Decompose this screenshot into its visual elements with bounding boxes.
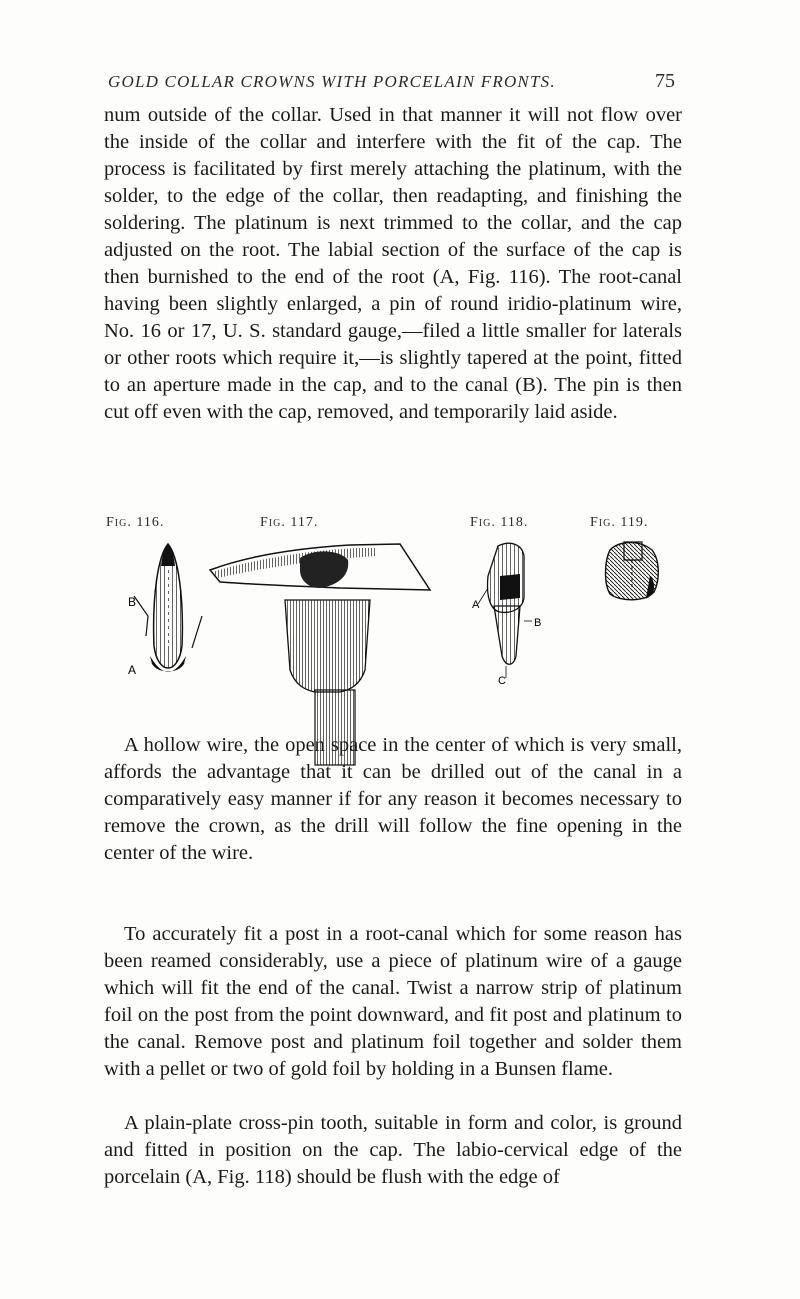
- page-number: 75: [655, 70, 675, 92]
- fig-116-caption: Fig. 116.: [106, 515, 165, 530]
- fig-116-illustration: [128, 536, 208, 676]
- fig-119-caption: Fig. 119.: [590, 515, 649, 530]
- running-title: GOLD COLLAR CROWNS WITH PORCELAIN FRONTS.: [108, 72, 556, 91]
- root-body: [285, 600, 370, 692]
- cap-tip: [161, 544, 175, 566]
- fig118-label-a: A: [472, 599, 480, 611]
- page-header: [108, 70, 675, 92]
- left-curve: [134, 596, 148, 636]
- backing: [500, 574, 520, 600]
- fig118-label-b: B: [534, 617, 542, 629]
- leader-a: [478, 588, 488, 604]
- fig-117-caption: Fig. 117.: [260, 515, 319, 530]
- fig116-label-b: B: [128, 595, 137, 609]
- fig-119-illustration: [590, 536, 670, 616]
- paragraph-2: A hollow wire, the open space in the center of which is very small, affords the advantage that it can be drilled out of the canal in a comparatively easy manner if for any reason it becomes necessary to remove the crown, as the drill will follow the fine opening in the center of the wire.: [104, 734, 682, 864]
- twisted-foil: [300, 551, 348, 588]
- fig118-label-c: C: [498, 675, 506, 686]
- strip-shading: [212, 548, 375, 578]
- fig-118-illustration: [470, 536, 550, 686]
- fig-118-caption: Fig. 118.: [470, 515, 529, 530]
- root-118: [494, 606, 520, 664]
- paragraph-3: To accurately fit a post in a root-canal which for some reason has been reamed considerably, use a piece of platinum wire of a gauge which will fit the end of the canal. Twist a narrow strip of platinum foil on the post from the point downward, and fit post and platinum to the canal. Remove post and platinum foil together and solder them with a pellet or two of gold foil by holding in a Bunsen flame.: [104, 923, 682, 1080]
- paragraph-4: A plain-plate cross-pin tooth, suitable in form and color, is ground and fitted in position on the cap. The labio-cervical edge of the porcelain (A, Fig. 118) should be flush with the edge of: [104, 1112, 682, 1188]
- fig116-label-a: A: [128, 663, 137, 676]
- paragraph-1: num outside of the collar. Used in that manner it will not flow over the inside of the collar and interfere with the fit of the cap. The process is facilitated by first merely attaching the platinum, with the solder, to the edge of the collar, then readapting, and finishing the soldering. The platinum is next trimmed to the collar, and the cap adjusted on the root. The labial section of the surface of the cap is then burnished to the end of the root (A, Fig. 116). The root-canal having been slightly enlarged, a pin of round iridio-platinum wire, No. 16 or 17, U. S. standard gauge,—filed a little smaller for laterals or other roots which require it,—is slightly tapered at the point, fitted to an aperture made in the cap, and to the canal (B). The pin is then cut off even with the cap, removed, and temporarily laid aside.: [104, 104, 682, 423]
